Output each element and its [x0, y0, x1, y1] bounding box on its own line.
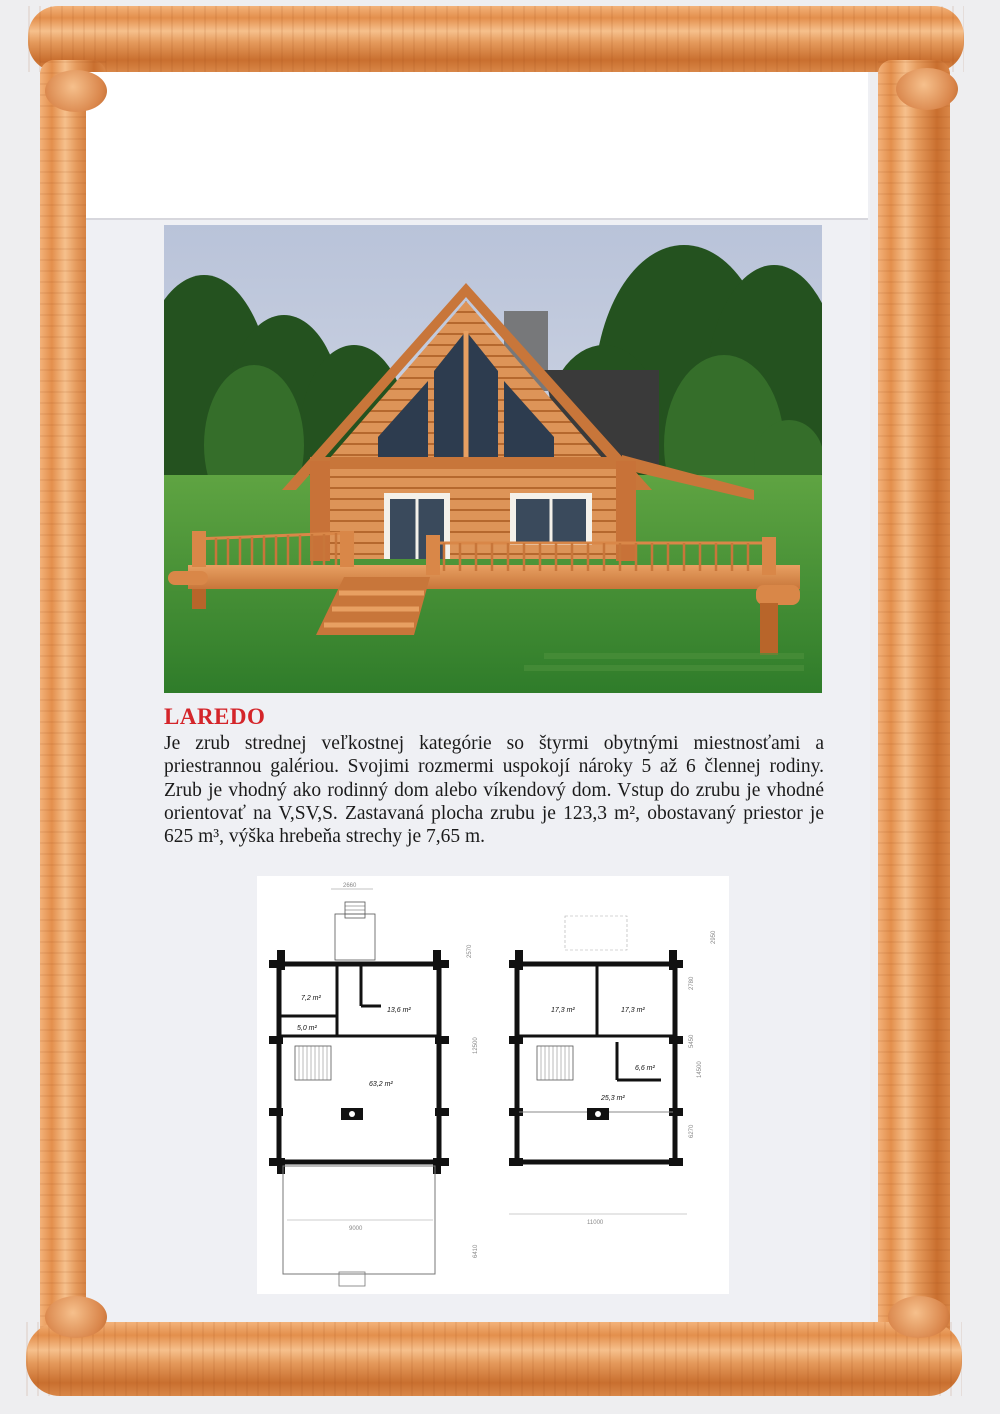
listing-title: LAREDO: [164, 704, 266, 729]
right-log: [878, 60, 950, 1350]
dim-depth-total: 14500: [697, 1061, 703, 1078]
top-log: [28, 6, 964, 72]
dim-width: 11000: [587, 1220, 604, 1226]
log-knot: [45, 1296, 107, 1338]
bottom-log: [26, 1322, 962, 1396]
dim-width: 9000: [349, 1226, 363, 1232]
log-knot: [45, 70, 107, 112]
description-line: obostavaný priestor je 625 m³, výška hrebeňa strechy je 7,65 m.: [164, 802, 825, 848]
room-area: 17,3 m²: [621, 1007, 645, 1014]
room-area: 13,6 m²: [387, 1007, 411, 1014]
upper-floor-plan: [509, 916, 717, 1226]
description-line: Je zrub strednej veľkostnej kategórie so štyrmi obytnými miestnosťami: [164, 733, 801, 754]
dim-middle-segment: 5450: [689, 1034, 695, 1048]
dim-depth: 12500: [473, 1037, 479, 1054]
room-area: 6,6 m²: [635, 1065, 655, 1072]
description-line: rodiny. Zrub je vhodný ako rodinný dom alebo víkendový dom. Vstup do: [164, 756, 824, 801]
room-area: 17,3 m²: [551, 1007, 575, 1014]
dim-upper-segment: 2780: [689, 976, 695, 990]
room-area: 5,0 m²: [297, 1025, 317, 1032]
room-area: 25,3 m²: [601, 1095, 625, 1102]
listing-description: [164, 732, 824, 848]
header-box: [86, 72, 868, 220]
log-knot: [888, 1296, 950, 1338]
dim-deck-depth: 6410: [473, 1244, 479, 1258]
dim-porch-width: 2660: [343, 883, 357, 889]
floor-plans: [257, 876, 729, 1294]
dim-lower-segment: 6270: [689, 1124, 695, 1138]
room-area: 7,2 m²: [301, 995, 321, 1002]
log-knot: [896, 68, 958, 110]
dim-top-segment: 2950: [711, 930, 717, 944]
description-line: zrubu je vhodné orientovať na V,SV,S. Zastavaná plocha zrubu je 123,3 m²,: [164, 779, 824, 824]
room-area: 63,2 m²: [369, 1081, 393, 1088]
dim-porch-depth: 2570: [467, 944, 473, 958]
house-photo: [164, 225, 822, 693]
description-line: a priestrannou galériou. Svojimi rozmermi uspokojí nároky 5 až 6 člennej: [164, 733, 825, 778]
ground-floor-plan: [269, 883, 479, 1286]
